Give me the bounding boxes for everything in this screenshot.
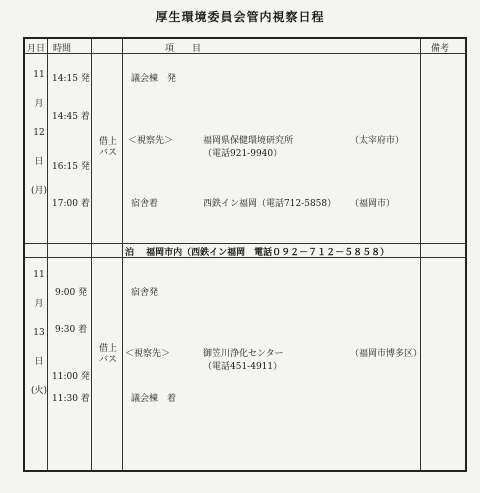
day2-arrive: 議会棟 着 <box>131 394 177 404</box>
day1-time-1: 14:15 発 <box>52 74 90 84</box>
header-time: 時間 <box>53 44 72 54</box>
day2-date-part: 月 <box>34 298 44 309</box>
day2-time-4: 11:30 着 <box>52 394 90 404</box>
col-divider-date <box>47 39 48 470</box>
day1-visit-phone: （電話921-9940） <box>203 149 283 159</box>
page-title: 厚生環境委員会管内視察日程 <box>155 10 325 24</box>
col-divider-transport <box>122 39 123 470</box>
header-divider <box>25 53 465 54</box>
day2-transport-2: バス <box>99 355 118 365</box>
day1-date-part: 日 <box>34 156 44 167</box>
day2-visit-name: 御笠川浄化センター <box>203 349 284 359</box>
day2-date-part: (火) <box>31 385 48 396</box>
day2-date-part: 日 <box>34 356 44 367</box>
header-item: 項 目 <box>165 44 202 54</box>
day1-time-3: 16:15 発 <box>52 162 90 172</box>
day1-depart: 議会棟 発 <box>131 74 177 84</box>
stay-info: 泊 福岡市内（西鉄イン福岡 電話０９２－７１２－５８５８） <box>125 248 390 258</box>
day1-transport-2: バス <box>99 148 118 158</box>
col-divider-note <box>420 39 421 470</box>
day1-time-2: 14:45 着 <box>52 112 90 122</box>
day2-date <box>31 271 47 396</box>
day1-date-part: 月 <box>34 98 44 109</box>
day2-date-part: 13 <box>33 327 45 338</box>
day2-visit-label: ＜視察先＞ <box>125 349 171 359</box>
day2-depart: 宿舎発 <box>131 288 159 298</box>
day1-transport-1: 借上 <box>99 137 118 147</box>
day1-time-4: 17:00 着 <box>52 199 90 209</box>
header-date: 月日 <box>27 44 46 54</box>
day1-hotel-city: （福岡市） <box>350 199 396 209</box>
header-note: 備考 <box>431 44 450 54</box>
day1-visit-city: （太宰府市） <box>350 136 405 146</box>
day2-time-1: 9:00 発 <box>55 288 88 298</box>
day1-arrive-label: 宿舎着 <box>131 199 159 209</box>
stay-top-divider <box>25 243 465 244</box>
day1-date-part: 12 <box>33 127 45 138</box>
day1-visit-label: ＜視察先＞ <box>128 136 174 146</box>
day2-time-3: 11:00 発 <box>52 372 90 382</box>
day2-visit-phone: （電話451-4911） <box>203 362 283 372</box>
day1-date <box>31 71 47 196</box>
day1-visit-name: 福岡県保健環境研究所 <box>203 136 294 146</box>
day1-hotel: 西鉄イン福岡（電話712-5858） <box>203 199 337 209</box>
day2-transport-1: 借上 <box>99 344 118 354</box>
schedule-table <box>23 37 467 472</box>
day2-visit-city: （福岡市博多区） <box>350 349 423 359</box>
day2-date-part: 11 <box>33 270 45 280</box>
col-divider-time <box>91 39 92 470</box>
day1-date-part: (月) <box>31 185 48 196</box>
day2-time-2: 9:30 着 <box>55 325 88 335</box>
day1-date-part: 11 <box>33 70 45 80</box>
